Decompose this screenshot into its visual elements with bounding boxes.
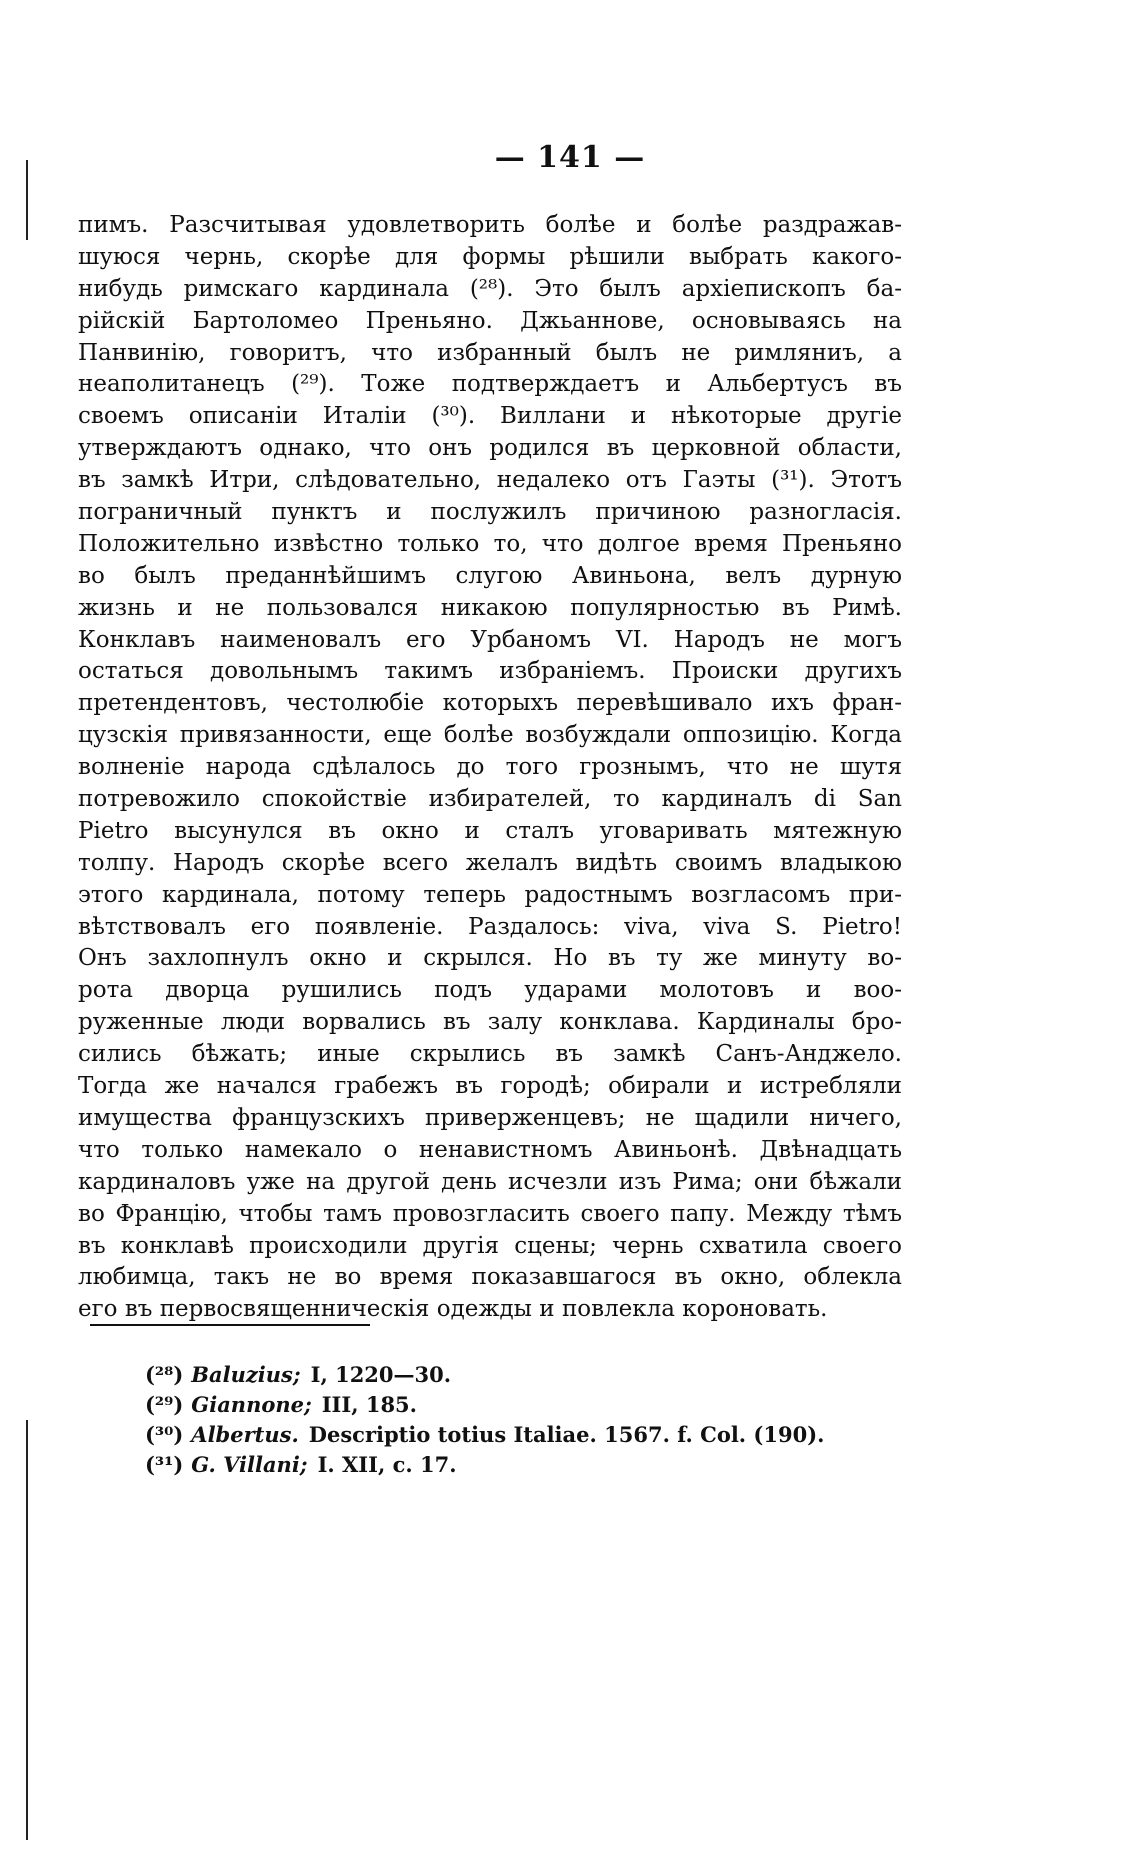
footnote-mark: (²⁸) bbox=[145, 1362, 184, 1387]
text-line: руженные люди ворвались въ залу конклава. Кардиналы бро- bbox=[78, 1009, 902, 1036]
footnote-author: G. Villani; bbox=[191, 1452, 308, 1477]
text-line: Положительно извѣстно только то, что долгое время Преньяно bbox=[78, 530, 902, 557]
text-line: въ замкѣ Итри, слѣдовательно, недалеко отъ Гаэты (³¹). Этотъ bbox=[78, 467, 902, 494]
footnote-29 bbox=[145, 1390, 845, 1420]
text-line: вѣтствовалъ его появленіе. Раздалось: viva, viva S. Pietro! bbox=[78, 913, 902, 940]
text-line: претендентовъ, честолюбіе которыхъ перевѣшивало ихъ фран- bbox=[78, 690, 902, 717]
text-line: любимца, такъ не во время показавшагося въ окно, облекла bbox=[78, 1264, 902, 1291]
footnote-mark: (³¹) bbox=[145, 1452, 184, 1477]
page-edge-line-bottom bbox=[26, 1420, 28, 1840]
text-line: Панвинію, говоритъ, что избранный былъ не римляниъ, а bbox=[78, 339, 902, 366]
page-number: — 141 — bbox=[494, 140, 646, 175]
footnote-author: Baluzius; bbox=[191, 1362, 301, 1387]
text-line: во Францію, чтобы тамъ провозгласить своего папу. Между тѣмъ bbox=[78, 1200, 902, 1227]
footnotes bbox=[145, 1360, 845, 1480]
text-line: цузскія привязанности, еще болѣе возбуждали оппозицію. Когда bbox=[78, 722, 902, 749]
text-line: рійскій Бартоломео Преньяно. Джьаннове, основываясь на bbox=[78, 307, 902, 334]
text-line: пограничный пунктъ и послужилъ причиною разногласія. bbox=[78, 499, 902, 526]
text-line: Онъ захлопнулъ окно и скрылся. Но въ ту же минуту во- bbox=[78, 945, 902, 972]
text-line: остаться довольнымъ такимъ избраніемъ. Происки другихъ bbox=[78, 658, 902, 685]
text-line: волненіе народа сдѣлалось до того грознымъ, что не шутя bbox=[78, 754, 902, 781]
text-line: пимъ. Разсчитывая удовлетворить болѣе и болѣе раздражав- bbox=[78, 212, 902, 238]
text-line: кардиналовъ уже на другой день исчезли изъ Рима; они бѣжали bbox=[78, 1168, 902, 1195]
text-line: въ конклавѣ происходили другія сцены; чернь схватила своего bbox=[78, 1232, 902, 1259]
text-line: что только намекало о ненавистномъ Авиньонѣ. Двѣнадцать bbox=[78, 1136, 902, 1163]
text-line: имущества французскихъ приверженцевъ; не щадили ничего, bbox=[78, 1104, 902, 1131]
text-line: этого кардинала, потому теперь радостнымъ возгласомъ при- bbox=[78, 881, 902, 908]
footnote-ref: III, 185. bbox=[321, 1392, 417, 1417]
text-line: Тогда же начался грабежъ въ городѣ; обирали и истребляли bbox=[78, 1073, 902, 1100]
text-line: нибудь римскаго кардинала (²⁸). Это былъ архіепископъ ба- bbox=[78, 275, 902, 302]
text-line: потревожило спокойствіе избирателей, то кардиналъ di San bbox=[78, 786, 902, 813]
text-line: толпу. Народъ скорѣе всего желалъ видѣть своимъ владыкою bbox=[78, 849, 902, 876]
text-line: сились бѣжать; иные скрылись въ замкѣ Санъ-Анджело. bbox=[78, 1041, 902, 1068]
footnote-mark: (³⁰) bbox=[145, 1422, 184, 1447]
body-text bbox=[78, 210, 902, 1326]
text-line: во былъ преданнѣйшимъ слугою Авиньона, велъ дурную bbox=[78, 562, 902, 589]
footnote-ref: I. XII, c. 17. bbox=[317, 1452, 457, 1477]
text-line: своемъ описаніи Италіи (³⁰). Виллани и нѣкоторые другіе bbox=[78, 403, 902, 430]
text-line: Pietro высунулся въ окно и сталъ уговаривать мятежную bbox=[78, 817, 902, 844]
footnote-author: Albertus. bbox=[191, 1422, 299, 1447]
text-line: рота дворца рушились подъ ударами молотовъ и воо- bbox=[78, 977, 902, 1004]
text-line: неаполитанецъ (²⁹). Тоже подтверждаетъ и Альбертусъ въ bbox=[78, 371, 902, 398]
footnote-ref: Descriptio totius Italiae. 1567. f. Col. (190). bbox=[308, 1422, 825, 1447]
text-line: шуюся чернь, скорѣе для формы рѣшили выбрать какого- bbox=[78, 243, 902, 270]
text-line: Конклавъ наименовалъ его Урбаномъ VI. Народъ не могъ bbox=[78, 626, 902, 653]
footnote-divider bbox=[90, 1324, 370, 1326]
footnote-28 bbox=[145, 1360, 845, 1390]
footnote-author: Giannone; bbox=[191, 1392, 312, 1417]
text-line: жизнь и не пользовался никакою популярностью въ Римѣ. bbox=[78, 594, 902, 621]
footnote-30 bbox=[145, 1420, 845, 1450]
text-line: его въ первосвященническія одежды и повлекла короновать. bbox=[78, 1296, 828, 1323]
text-line: утверждаютъ однако, что онъ родился въ церковной области, bbox=[78, 435, 902, 462]
footnote-31 bbox=[145, 1450, 845, 1480]
footnote-mark: (²⁹) bbox=[145, 1392, 184, 1417]
footnote-ref: I, 1220—30. bbox=[310, 1362, 452, 1387]
